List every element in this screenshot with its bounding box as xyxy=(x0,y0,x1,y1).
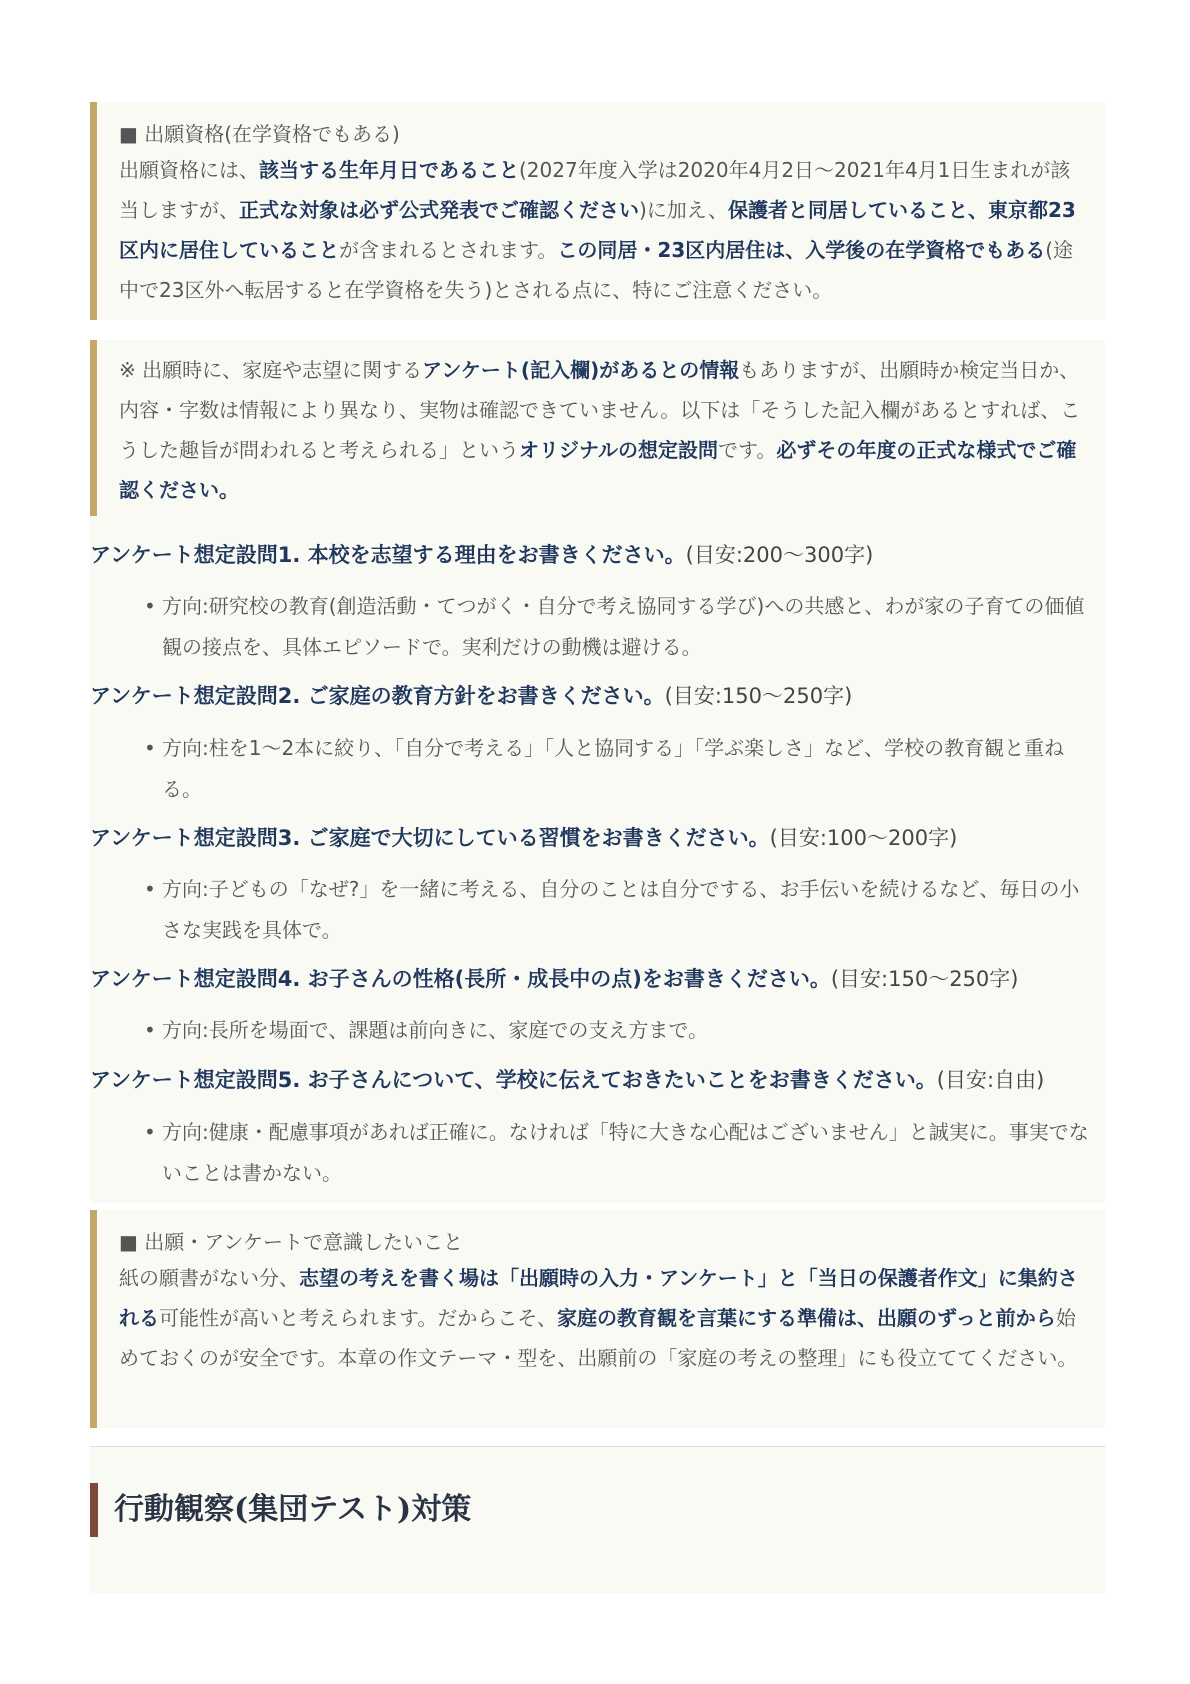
application-tips-callout xyxy=(90,1210,1105,1428)
question-heading: アンケート想定設問3. ご家庭で大切にしている習慣をお書きください。(目安:100〜200字) xyxy=(90,826,958,850)
question-heading: アンケート想定設問1. 本校を志望する理由をお書きください。(目安:200〜300字) xyxy=(90,543,874,567)
question-bullet: • 方向:健康・配慮事項があれば正確に。なければ「特に大きな心配はございません」と誠実に。事実でないことは書かない。 xyxy=(144,1120,1089,1185)
question-bullet: • 方向:子どもの「なぜ?」を一緒に考える、自分のことは自分でする、お手伝いを続けるなど、毎日の小さな実践を具体で。 xyxy=(144,877,1080,942)
survey-notice-callout xyxy=(90,340,1105,516)
section-heading: 行動観察(集団テスト)対策 xyxy=(90,1483,471,1537)
question-heading: アンケート想定設問2. ご家庭の教育方針をお書きください。(目安:150〜250字) xyxy=(90,684,853,708)
callout-text: 紙の願書がない分、志望の考えを書く場は「出願時の入力・アンケート」と「当日の保護者作文」に集約される可能性が高いと考えられます。だからこそ、家庭の教育観を言葉にする準備は、出願のずっと前から始めておくのが安全です。本章の作文テーマ・型を、出願前の「家庭の考えの整理」にも役立ててください。 xyxy=(119,1266,1078,1370)
eligibility-callout xyxy=(90,102,1105,320)
callout-label: ■ 出願・アンケートで意識したいこと xyxy=(119,1230,464,1254)
question-heading: アンケート想定設問5. お子さんについて、学校に伝えておきたいことをお書きください。(目安:自由) xyxy=(90,1068,1045,1092)
question-bullet: • 方向:柱を1〜2本に絞り、「自分で考える」「人と協同する」「学ぶ楽しさ」など、学校の教育観と重ねる。 xyxy=(144,736,1065,801)
question-heading: アンケート想定設問4. お子さんの性格(長所・成長中の点)をお書きください。(目安:150〜250字) xyxy=(90,967,1019,991)
notice-text: ※ 出願時に、家庭や志望に関するアンケート(記入欄)があるとの情報もありますが、出願時か検定当日か、内容・字数は情報により異なり、実物は確認できていません。以下は「そうした記入欄があるとすれば、こうした趣旨が問われると考えられる」というオリジナルの想定設問です。必ずその年度の正式な様式でご確認ください。 xyxy=(119,358,1081,502)
callout-text: 出願資格には、該当する生年月日であること(2027年度入学は2020年4月2日〜2021年4月1日生まれが該当しますが、正式な対象は必ず公式発表でご確認ください)に加え、保護者と同居していること、東京都23区内に居住していることが含まれるとされます。この同居・23区内居住は、入学後の在学資格でもある(途中で23区外へ転居すると在学資格を失う)とされる点に、特にご注意ください。 xyxy=(119,158,1076,302)
question-bullet: • 方向:長所を場面で、課題は前向きに、家庭での支え方まで。 xyxy=(144,1018,708,1042)
question-bullet: • 方向:研究校の教育(創造活動・てつがく・自分で考え協同する学び)への共感と、わが家の子育ての価値観の接点を、具体エピソードで。実利だけの動機は避ける。 xyxy=(144,594,1085,659)
callout-label: ■ 出願資格(在学資格でもある) xyxy=(119,122,400,146)
